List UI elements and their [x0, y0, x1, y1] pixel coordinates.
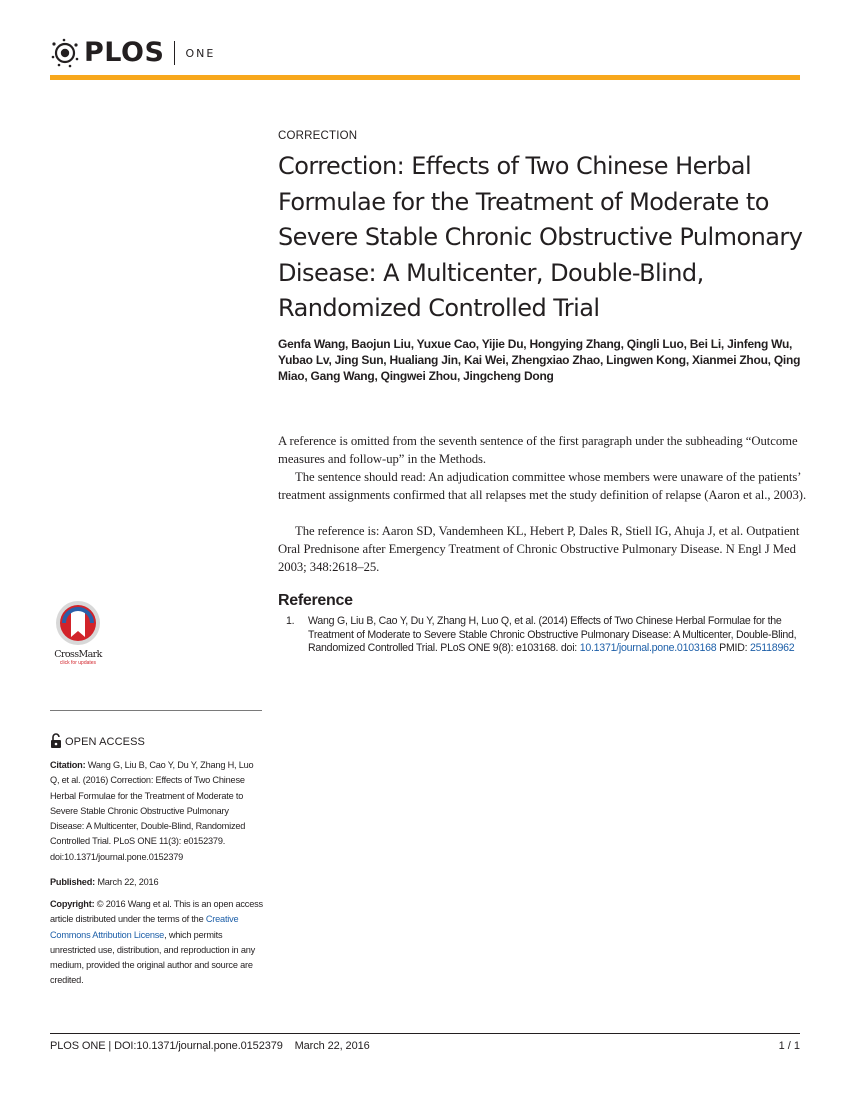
crossmark-label: CrossMark	[54, 649, 102, 660]
body-paragraph: The sentence should read: An adjudication committee whose members were unaware of the patients’ treatment assignments confirmed that all relapses met the study definition of relapse (Aaron et al., 2003).	[278, 470, 807, 502]
published-date: March 22, 2016	[94, 877, 159, 887]
header-accent-bar	[50, 75, 800, 80]
crossmark-sublabel: click for updates	[59, 660, 97, 666]
logo-journal-name: ONE	[185, 46, 216, 60]
logo-divider	[174, 41, 175, 65]
reference-number: 1.	[286, 615, 295, 627]
reference-list	[278, 615, 800, 656]
copyright-block	[50, 897, 265, 989]
reference-pmid-label: PMID:	[716, 642, 751, 654]
article-title: Correction: Effects of Two Chinese Herbal Formulae for the Treatment of Moderate to Severe Stable Chronic Obstructive Pulmonary Disease: A Multicenter, Double-Blind, Randomized Controlled Trial	[278, 152, 803, 322]
crossmark-icon	[54, 599, 102, 647]
copyright-text-end: , which permits unrestricted use, distribution, and reproduction in any medium, provided the original author and source are credited.	[50, 929, 256, 986]
author-list: Genfa Wang, Baojun Liu, Yuxue Cao, Yijie Du, Hongying Zhang, Qingli Luo, Bei Li, Jinfeng Wu, Yubao Lv, Jing Sun, Hualiang Jin, Kai Wei, Zhengxiao Zhao, Lingwen Kong, Xianmei Zhou, Qing Miao, Gang Wang, Qingwei Zhou, Jingcheng Dong	[278, 337, 801, 383]
article-type-label: CORRECTION	[278, 130, 358, 142]
copyright-text: © 2016 Wang et al. This is an open access article distributed under the terms of the	[50, 899, 263, 925]
published-label: Published:	[50, 877, 95, 887]
open-access-badge	[50, 733, 145, 748]
page-number: 1 / 1	[778, 1040, 800, 1052]
plos-one-logo[interactable]	[50, 36, 215, 70]
reference-pmid-link[interactable]: 25118962	[750, 642, 795, 654]
sidebar-divider	[50, 710, 262, 711]
copyright-label: Copyright:	[50, 899, 95, 909]
reference-item	[278, 615, 800, 656]
reference-text	[308, 615, 800, 656]
open-lock-icon	[50, 733, 62, 748]
footer-divider	[50, 1033, 800, 1034]
body-paragraph: A reference is omitted from the seventh sentence of the first paragraph under the subheading “Outcome measures and follow-up” in the Methods.	[278, 434, 798, 466]
logo-wordmark: PLOS	[84, 37, 165, 68]
crossmark-badge[interactable]	[50, 599, 106, 666]
citation-label: Citation:	[50, 760, 86, 770]
reference-citation: Wang G, Liu B, Cao Y, Du Y, Zhang H, Luo Q, et al. (2014) Effects of Two Chinese Herbal Formulae for the Treatment of Moderate to Severe Stable Chronic Obstructive Pulmonary Disease: A Multicenter, Double-Blind, Randomized Controlled Trial. PLoS ONE 9(8): e103168. doi:	[308, 615, 797, 654]
footer-journal-info: PLOS ONE | DOI:10.1371/journal.pone.0152379 March 22, 2016	[50, 1040, 370, 1052]
open-access-label: OPEN ACCESS	[65, 736, 145, 748]
citation-block	[50, 758, 265, 865]
reference-heading: Reference	[278, 592, 353, 609]
license-link[interactable]: Creative Commons Attribution License	[50, 914, 239, 940]
plos-logo-icon	[50, 38, 80, 68]
body-paragraph: The reference is: Aaron SD, Vandemheen KL, Hebert P, Dales R, Stiell IG, Ahuja J, et al. Outpatient Oral Prednisone after Emergency Treatment of Chronic Obstructive Pulmonary Disease. N Engl J Med 2003; 348:2618–25.	[278, 524, 800, 574]
reference-doi-link[interactable]: 10.1371/journal.pone.0103168	[579, 642, 717, 654]
citation-text: Wang G, Liu B, Cao Y, Du Y, Zhang H, Luo Q, et al. (2016) Correction: Effects of Two Chinese Herbal Formulae for the Treatment of Moderate to Severe Stable Chronic Obstructive Pulmonary Disease: A Multicenter, Double-Blind, Randomized Controlled Trial. PLoS ONE 11(3): e0152379. doi:10.1371/journal.pone.0152379	[50, 760, 254, 862]
published-block	[50, 875, 265, 890]
